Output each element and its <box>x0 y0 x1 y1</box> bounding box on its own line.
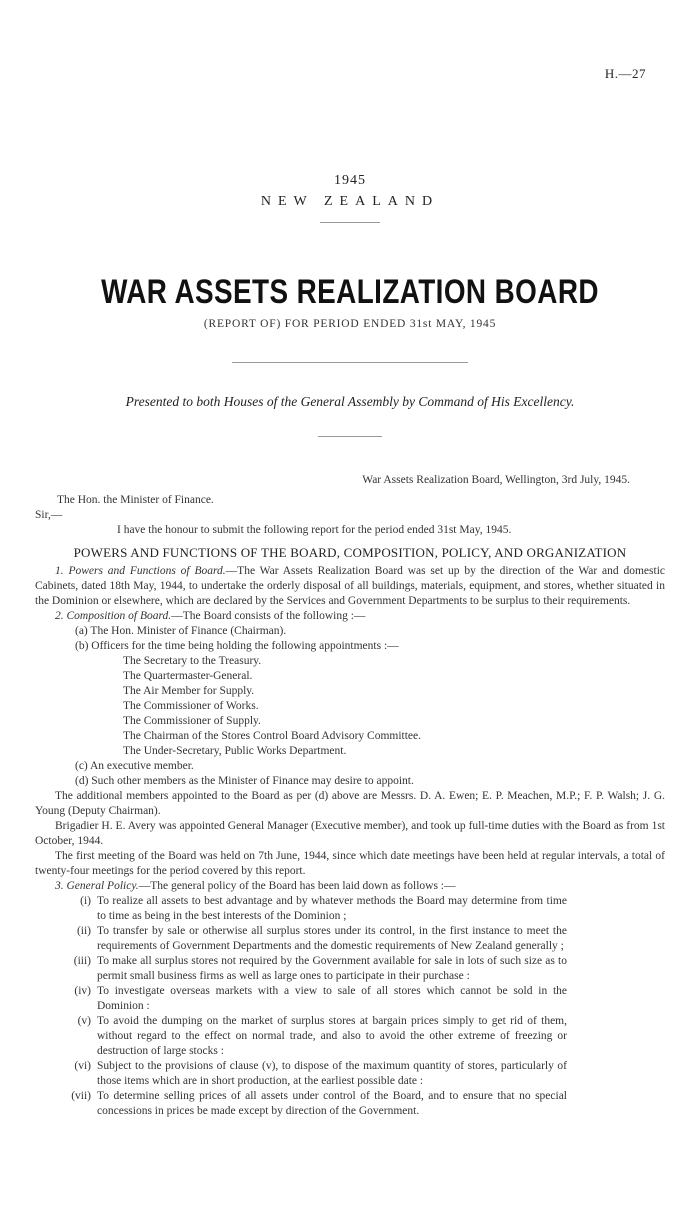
policy-item <box>35 1059 665 1089</box>
paragraph-2-text: —The Board consists of the following :— <box>171 610 366 622</box>
paragraph-3-text: —The general policy of the Board has been laid down as follows :— <box>138 880 456 892</box>
policy-item <box>35 894 665 924</box>
paragraph-3-label: 3. General Policy. <box>55 880 139 892</box>
dateline: War Assets Realization Board, Wellington, 3rd July, 1945. <box>362 474 630 486</box>
policy-number: (iii) <box>73 955 91 967</box>
report-body <box>35 564 665 1119</box>
policy-text: To investigate overseas markets with a view to sale of all stores which cannot be sold in the Dominion : <box>97 985 567 1012</box>
publication-year: 1945 <box>334 173 366 188</box>
composition-a: (a) The Hon. Minister of Finance (Chairman). <box>75 625 287 637</box>
additional-members: The additional members appointed to the Board as per (d) above are Messrs. D. A. Ewen; E. P. Meachen, M.P.; F. P. Walsh; J. G. Young (Deputy Chairman). <box>35 790 665 817</box>
presented-line: Presented to both Houses of the General Assembly by Command of His Excellency. <box>125 394 575 409</box>
country-heading: NEW ZEALAND <box>260 194 440 209</box>
policy-item <box>35 924 665 954</box>
officer-item: The Quartermaster-General. <box>123 670 253 682</box>
general-manager-note: Brigadier H. E. Avery was appointed General Manager (Executive member), and took up full-time duties with the Board as from 1st October, 1944. <box>35 820 665 847</box>
section-heading: POWERS AND FUNCTIONS OF THE BOARD, COMPOSITION, POLICY, AND ORGANIZATION <box>73 545 627 560</box>
paragraph-3 <box>35 879 665 894</box>
paragraph-2 <box>35 609 665 624</box>
policy-text: To realize all assets to best advantage and by whatever methods the Board may determine from time to time as being in the best interests of the Dominion ; <box>97 895 567 922</box>
first-meeting-note: The first meeting of the Board was held on 7th June, 1944, since which date meetings have been held at regular intervals, a total of twenty-four meetings for the period covered by this report. <box>35 850 665 877</box>
report-title: WAR ASSETS REALIZATION BOARD <box>101 273 599 311</box>
salutation: Sir,— <box>35 509 63 521</box>
policy-item <box>35 954 665 984</box>
policy-text: To avoid the dumping on the market of surplus stores at bargain prices simply to get rid of them, without regard to the effect on normal trade, and also to avoid the other extreme of freezing or destruction of large stocks : <box>97 1015 567 1057</box>
policy-number: (i) <box>80 895 91 907</box>
policy-number: (v) <box>77 1015 91 1027</box>
policy-text: To transfer by sale or otherwise all surplus stores under its control, in the first instance to meet the requirements of Government Departments and the domestic requirements of New Zealand generally ; <box>97 925 567 952</box>
policy-item <box>35 1089 665 1119</box>
policy-text: To determine selling prices of all assets under control of the Board, and to ensure that no special concessions in prices be made except by direction of the Government. <box>97 1090 567 1117</box>
paragraph-1-label: 1. Powers and Functions of Board. <box>55 565 226 577</box>
composition-d: (d) Such other members as the Minister of Finance may desire to appoint. <box>75 775 414 787</box>
divider <box>318 436 382 437</box>
officer-item: The Commissioner of Supply. <box>123 715 261 727</box>
policy-item <box>35 1014 665 1059</box>
officer-item: The Chairman of the Stores Control Board Advisory Committee. <box>123 730 422 742</box>
officer-item: The Air Member for Supply. <box>123 685 255 697</box>
officer-item: The Commissioner of Works. <box>123 700 259 712</box>
policy-number: (vi) <box>74 1060 91 1072</box>
policy-text: Subject to the provisions of clause (v), to dispose of the maximum quantity of stores, particularly of those items which are in short production, at the earliest possible date : <box>97 1060 567 1087</box>
composition-c: (c) An executive member. <box>75 760 194 772</box>
paragraph-1 <box>35 564 665 609</box>
divider <box>320 222 380 223</box>
addressee: The Hon. the Minister of Finance. <box>57 494 214 506</box>
policy-text: To make all surplus stores not required by the Government available for sale in lots of such size as to permit small business firms as well as large ones to participate in their purchase : <box>97 955 567 982</box>
policy-number: (vii) <box>71 1090 91 1102</box>
divider <box>232 362 468 363</box>
paragraph-1-text: —The War Assets Realization Board was set up by the direction of the War and domestic Cabinets, dated 18th May, 1944, to undertake the orderly disposal of all buildings, materials, equipment, and stores, whether situated in the Dominion or elsewhere, which are declared by the Services and Government Departments to be surplus to their requirements. <box>35 565 666 607</box>
officer-item: The Under-Secretary, Public Works Department. <box>123 745 347 757</box>
composition-b: (b) Officers for the time being holding the following appointments :— <box>75 640 399 652</box>
opening-line: I have the honour to submit the following report for the period ended 31st May, 1945. <box>117 524 512 536</box>
report-subtitle: (REPORT OF) FOR PERIOD ENDED 31st MAY, 1945 <box>203 318 497 330</box>
policy-item <box>35 984 665 1014</box>
officer-item: The Secretary to the Treasury. <box>123 655 262 667</box>
policy-number: (iv) <box>74 985 91 997</box>
page-reference: H.—27 <box>604 66 646 81</box>
policy-number: (ii) <box>76 925 91 937</box>
paragraph-2-label: 2. Composition of Board. <box>55 610 172 622</box>
